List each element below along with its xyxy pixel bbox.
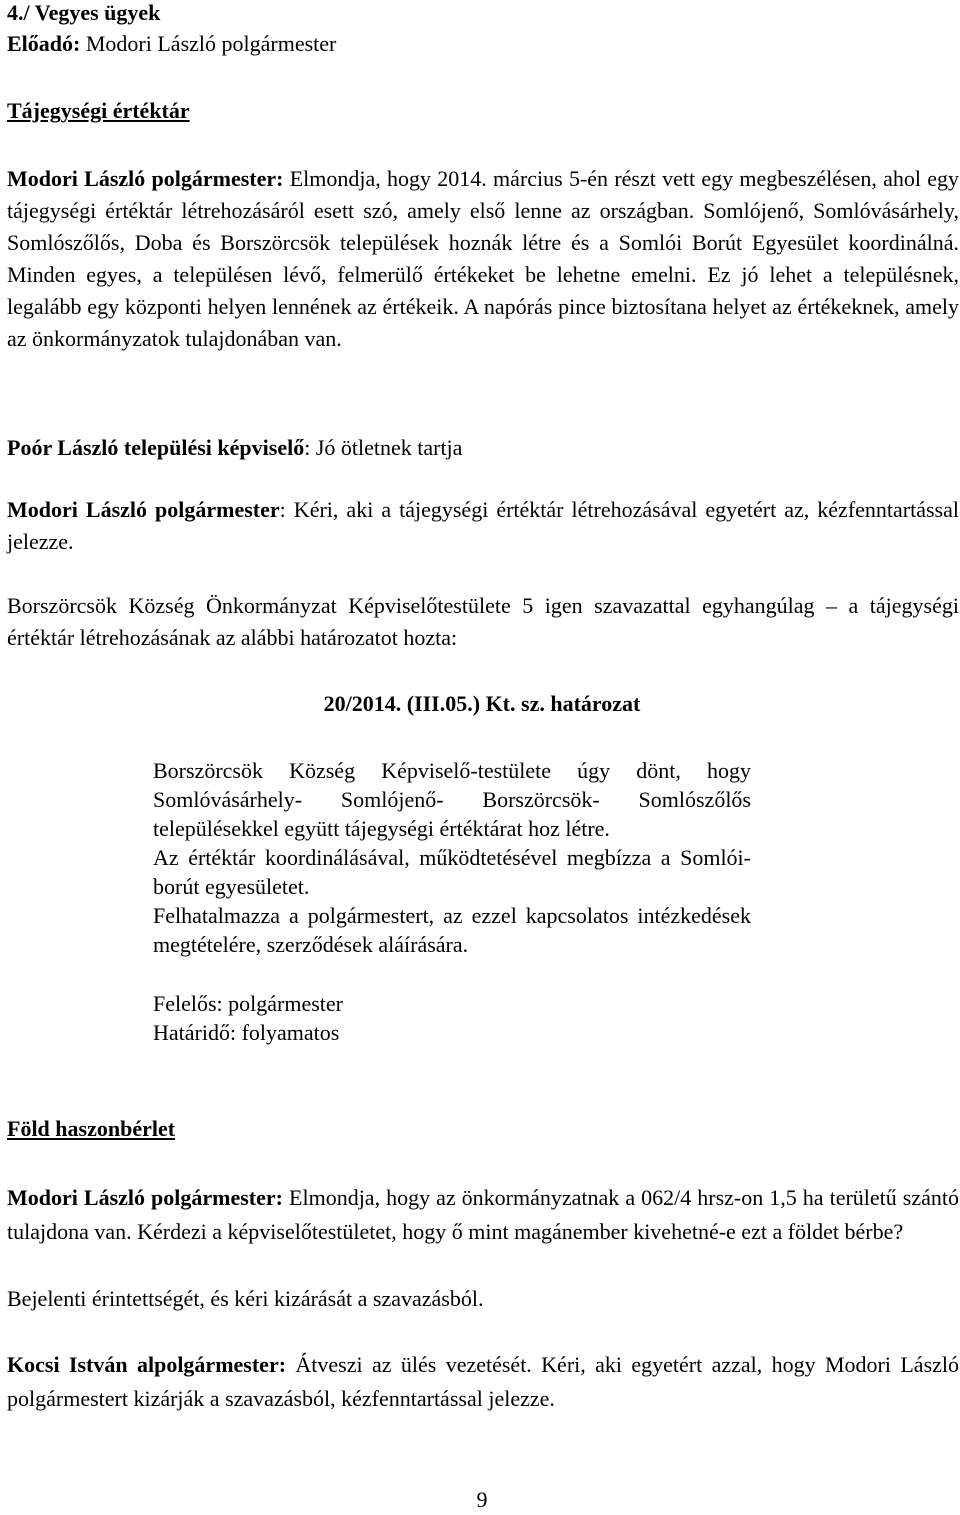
- speaker-label: Poór László települési képviselő: [7, 435, 305, 460]
- paragraph-text: Elmondja, hogy az önkormányzatnak a 062/4 hrsz-on 1,5 ha területű szántó tulajdona van. Kérdezi a képviselőtestületet, hogy ő mint magánember kivehetné-e ezt a földet bérbe?: [7, 1185, 959, 1244]
- resolution-paragraph: Felhatalmazza a polgármestert, az ezzel kapcsolatos intézkedések megtételére, szerződések aláírására.: [153, 903, 751, 957]
- page-number: 9: [476, 1487, 488, 1512]
- resolution-paragraph: Az értéktár koordinálásával, működtetésével megbízza a Somlói-borút egyesületet.: [153, 845, 751, 899]
- section-title-text: Föld haszonbérlet: [7, 1116, 176, 1141]
- speaker-label: Modori László polgármester: [7, 497, 280, 522]
- section-title-foldberlet: [7, 1116, 959, 1142]
- deadline-line: Határidő: folyamatos: [153, 1020, 340, 1045]
- paragraph-conflict: [7, 1283, 959, 1315]
- presenter-name: Modori László polgármester: [80, 31, 337, 56]
- responsible-line: Felelős: polgármester: [153, 991, 344, 1016]
- paragraph-text: : Jó ötletnek tartja: [304, 435, 463, 460]
- resolution-meta: [153, 989, 751, 1047]
- section-title-text: Tájegységi értéktár: [7, 98, 190, 123]
- agenda-heading: [7, 0, 959, 26]
- paragraph-text: Bejelenti érintettségét, és kéri kizárását a szavazásból.: [7, 1286, 484, 1311]
- paragraph-vice-mayor: [7, 1348, 959, 1416]
- agenda-title: 4./ Vegyes ügyek: [7, 0, 161, 25]
- paragraph-text: : Kéri, aki a tájegységi értéktár létrehozásával egyetért az, kézfenntartással jelezze.: [7, 497, 959, 554]
- paragraph-mayor-land: [7, 1181, 959, 1249]
- resolution-title: 20/2014. (III.05.) Kt. sz. határozat: [323, 691, 641, 716]
- resolution-body: [153, 756, 751, 959]
- resolution-paragraph: Borszörcsök Község Képviselő-testülete úgy dönt, hogy Somlóvásárhely- Somlójenő- Borszörcsök- Somlószőlős településekkel együtt tájegységi értéktárat hoz létre.: [153, 758, 751, 841]
- paragraph-poor: [7, 432, 959, 464]
- paragraph-vote-result: [7, 590, 959, 654]
- paragraph-text: Elmondja, hogy 2014. március 5-én részt vett egy megbeszélésen, ahol egy tájegységi értéktár létrehozásáról esett szó, amely első lenne az országban. Somlójenő, Somlóvásárhely, Somlószőlős, Doba és Borszörcsök települések hoznák létre és a Somlói Borút Egyesület koordinálná. Minden egyes, a településen lévő, felmerülő értékeket be lehetne emelni. Ez jó lehet a településnek, legalább egy központi helyen lennének az értékeik. A napórás pince biztosítana helyet az értékeknek, amely az önkormányzatok tulajdonában van.: [7, 166, 959, 351]
- speaker-label: Modori László polgármester:: [7, 166, 284, 191]
- speaker-label: Kocsi István alpolgármester:: [7, 1352, 287, 1377]
- paragraph-mayor-vote: [7, 494, 959, 558]
- speaker-label: Modori László polgármester:: [7, 1185, 283, 1210]
- presenter-label: Előadó:: [7, 31, 81, 56]
- paragraph-text: Átveszi az ülés vezetését. Kéri, aki egyetért azzal, hogy Modori László polgármestert kizárják a szavazásból, kézfenntartással jelezze.: [7, 1352, 960, 1411]
- section-title-ertektar: [7, 98, 959, 124]
- paragraph-mayor-ertektar: [7, 163, 959, 355]
- paragraph-text: Borszörcsök Község Önkormányzat Képviselőtestülete 5 igen szavazattal egyhangúlag – a tájegységi értéktár létrehozásának az alábbi határozatot hozta:: [7, 593, 959, 650]
- presenter-line: [7, 31, 959, 57]
